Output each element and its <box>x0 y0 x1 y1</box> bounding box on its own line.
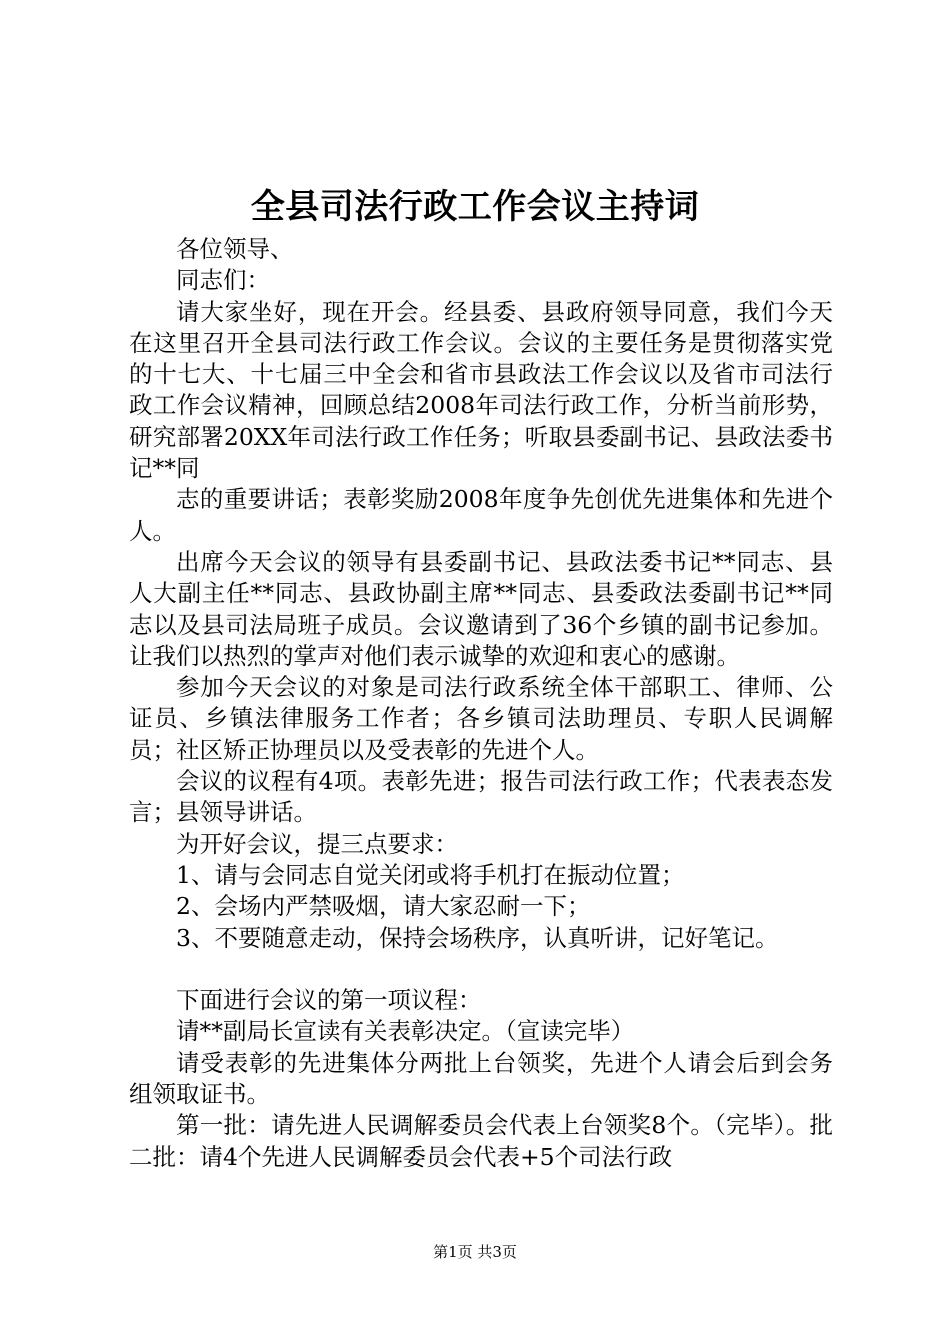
paragraph: 请受表彰的先进集体分两批上台领奖，先进个人请会后到会务组领取证书。 <box>129 1048 833 1109</box>
paragraph: 参加今天会议的对象是司法行政系统全体干部职工、律师、公证员、乡镇法律服务工作者；各乡镇司法助理员、专职人民调解员；社区矫正协理员以及受表彰的先进个人。 <box>129 673 833 764</box>
blank-line <box>129 954 833 985</box>
paragraph: 请大家坐好，现在开会。经县委、县政府领导同意，我们今天在这里召开全县司法行政工作会议。会议的主要任务是贯彻落实党的十七大、十七届三中全会和省市县政法工作会议以及省市司法行政工作会议精神，回顾总结2008年司法行政工作，分析当前形势，研究部署20XX年司法行政工作任务；听取县委副书记、县政法委书记**同 <box>129 297 833 483</box>
document-body <box>129 234 833 1173</box>
paragraph: 请**副局长宣读有关表彰决定。（宣读完毕） <box>176 1017 635 1046</box>
paragraph: 为开好会议，提三点要求： <box>176 829 458 858</box>
page-footer: 第1页 共3页 <box>433 1243 517 1261</box>
paragraph: 志的重要讲话；表彰奖励2008年度争先创优先进集体和先进个人。 <box>129 485 833 545</box>
paragraph: 下面进行会议的第一项议程： <box>176 986 482 1015</box>
paragraph: 各位领导、 <box>176 235 294 263</box>
paragraph: 3、不要随意走动，保持会场秩序，认真听讲，记好笔记。 <box>176 923 779 952</box>
paragraph: 会议的议程有4项。表彰先进；报告司法行政工作；代表表态发言；县领导讲话。 <box>129 767 833 827</box>
paragraph: 1、请与会同志自觉关闭或将手机打在振动位置； <box>176 860 685 889</box>
paragraph: 出席今天会议的领导有县委副书记、县政法委书记**同志、县人大副主任**同志、县政协副主席**同志、县委政法委副书记**同志以及县司法局班子成员。会议邀请到了36个乡镇的副书记参加。让我们以热烈的掌声对他们表示诚挚的欢迎和衷心的感谢。 <box>129 547 833 670</box>
paragraph: 2、会场内严禁吸烟，请大家忍耐一下； <box>176 892 591 921</box>
paragraph: 第一批：请先进人民调解委员会代表上台领奖8个。（完毕）。批二批：请4个先进人民调解委员会代表+5个司法行政 <box>129 1111 833 1171</box>
paragraph: 同志们： <box>176 266 270 295</box>
document-title: 全县司法行政工作会议主持词 <box>250 187 700 227</box>
